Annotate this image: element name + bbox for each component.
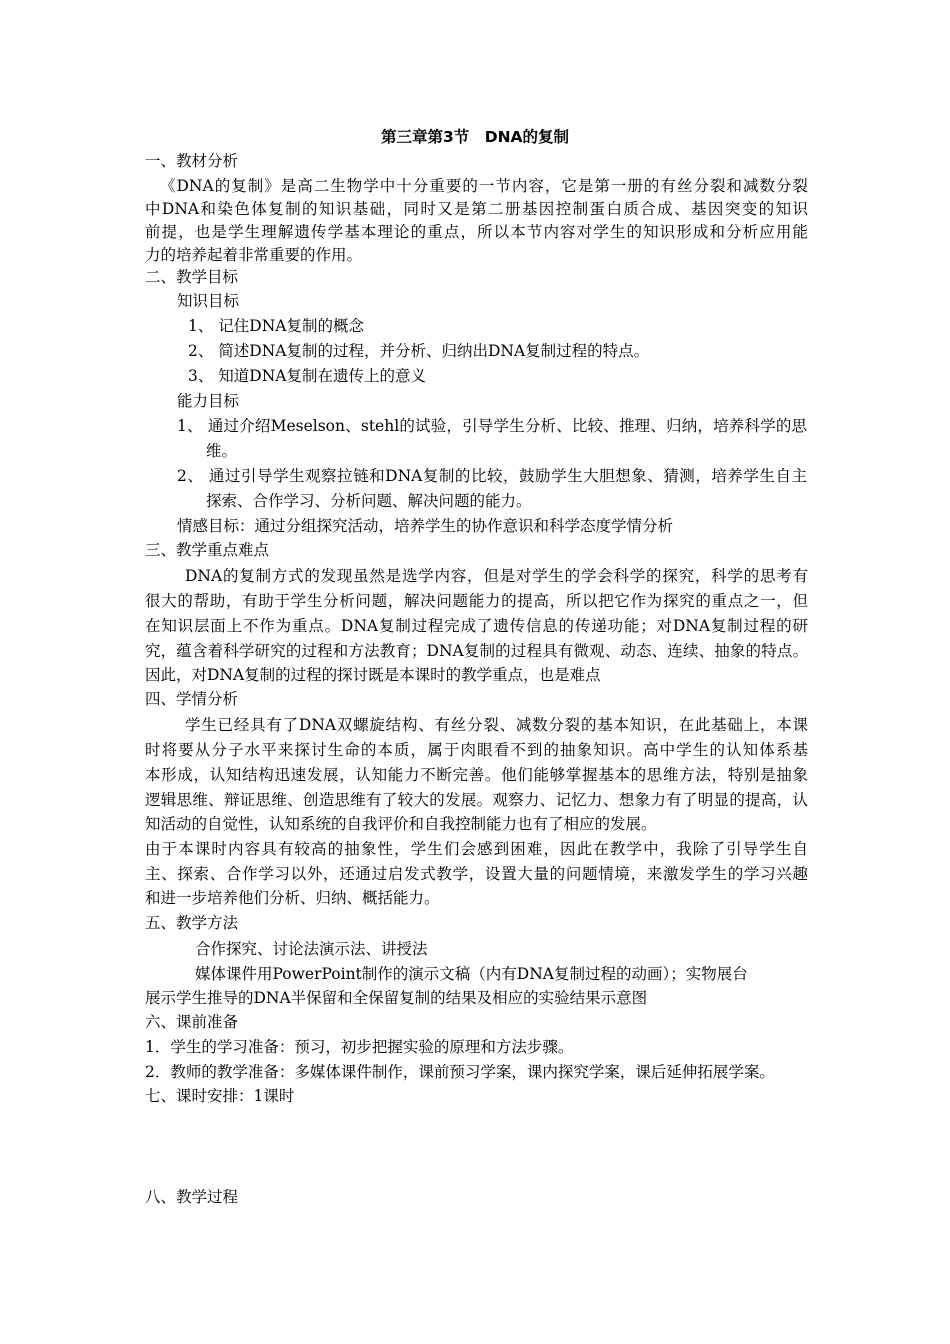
list-item: 1、 通过介绍Meselson、stehl的试验，引导学生分析、比较、推理、归纳，培养科学的思 xyxy=(177,417,807,435)
paragraph-line: 合作探究、讨论法演示法、讲授法 xyxy=(195,940,428,958)
paragraph-line: DNA的复制方式的发现虽然是选学内容，但是对学生的学会科学的探究，科学的思考有 xyxy=(185,567,808,585)
paragraph-line: 本形成，认知结构迅速发展，认知能力不断完善。他们能够掌握基本的思维方法，特别是抽象 xyxy=(145,766,808,784)
section-heading-1: 一、教材分析 xyxy=(145,152,239,170)
paragraph-line: 逻辑思维、辩证思维、创造思维有了较大的发展。观察力、记忆力、想象力有了明显的提高，认 xyxy=(145,791,808,809)
section-heading-8: 八、教学过程 xyxy=(145,1188,239,1206)
list-item: 2、 通过引导学生观察拉链和DNA复制的比较，鼓励学生大胆想象、猜测，培养学生自主 xyxy=(177,467,807,485)
paragraph-line: 主、探索、合作学习以外，还通过启发式教学，设置大量的问题情境，来激发学生的学习兴趣 xyxy=(145,865,808,883)
section-heading-6: 六、课前准备 xyxy=(145,1013,239,1031)
emotion-goal: 情感目标：通过分组探究活动，培养学生的协作意识和科学态度学情分析 xyxy=(177,517,674,535)
paragraph-line: 知活动的自觉性，认知系统的自我评价和自我控制能力也有了相应的发展。 xyxy=(145,815,657,833)
subheading-knowledge: 知识目标 xyxy=(177,292,240,310)
paragraph-line: 1．学生的学习准备：预习，初步把握实验的原理和方法步骤。 xyxy=(145,1038,574,1056)
list-item: 2、 简述DNA复制的过程，并分析、归纳出DNA复制过程的特点。 xyxy=(188,342,650,360)
paragraph-line: 时将要从分子水平来探讨生命的本质，属于肉眼看不到的抽象知识。高中学生的认知体系基 xyxy=(145,741,808,759)
paragraph-line: 2．教师的教学准备：多媒体课件制作，课前预习学案，课内探究学案，课后延伸拓展学案。 xyxy=(145,1063,775,1081)
subheading-ability: 能力目标 xyxy=(177,392,240,410)
paragraph-line: 究，蕴含着科学研究的过程和方法教育；DNA复制的过程具有微观、动态、连续、抽象的特点。 xyxy=(145,642,808,660)
list-item: 1、 记住DNA复制的概念 xyxy=(188,317,364,335)
paragraph-line: 很大的帮助，有助于学生分析问题，解决问题能力的提高，所以把它作为探究的重点之一，但 xyxy=(145,592,808,610)
paragraph-line: 媒体课件用PowerPoint制作的演示文稿（内有DNA复制过程的动画）；实物展台 xyxy=(195,965,748,983)
paragraph-line: 力的培养起着非常重要的作用。 xyxy=(145,246,363,264)
paragraph-line: 中DNA和染色体复制的知识基础，同时又是第二册基因控制蛋白质合成、基因突变的知识 xyxy=(145,200,808,218)
page-title: 第三章第3节 DNA的复制 xyxy=(380,128,570,146)
paragraph-line: 和进一步培养他们分析、归纳、概括能力。 xyxy=(145,889,440,907)
paragraph-line: 前提，也是学生理解遗传学基本理论的重点，所以本节内容对学生的知识形成和分析应用能 xyxy=(145,223,808,241)
paragraph-line: 由于本课时内容具有较高的抽象性，学生们会感到困难，因此在教学中，我除了引导学生自 xyxy=(145,840,808,858)
section-heading-7: 七、课时安排：1课时 xyxy=(145,1087,295,1105)
list-item: 3、 知道DNA复制在遗传上的意义 xyxy=(188,367,426,385)
paragraph-line: 《DNA的复制》是高二生物学中十分重要的一节内容，它是第一册的有丝分裂和减数分裂 xyxy=(160,177,808,195)
list-item-continued: 探索、合作学习、分析问题、解决问题的能力。 xyxy=(206,492,532,510)
section-heading-5: 五、教学方法 xyxy=(145,914,239,932)
list-item-continued: 维。 xyxy=(206,442,238,460)
paragraph-line: 学生已经具有了DNA双螺旋结构、有丝分裂、减数分裂的基本知识，在此基础上，本课 xyxy=(185,716,808,734)
paragraph-line: 因此，对DNA复制的过程的探讨既是本课时的教学重点，也是难点 xyxy=(145,666,601,684)
paragraph-line: 在知识层面上不作为重点。DNA复制过程完成了遗传信息的传递功能；对DNA复制过程的研 xyxy=(145,617,808,635)
section-heading-4: 四、学情分析 xyxy=(145,690,239,708)
section-heading-3: 三、教学重点难点 xyxy=(145,541,270,559)
paragraph-line: 展示学生推导的DNA半保留和全保留复制的结果及相应的实验结果示意图 xyxy=(145,989,648,1007)
section-heading-2: 二、教学目标 xyxy=(145,268,239,286)
